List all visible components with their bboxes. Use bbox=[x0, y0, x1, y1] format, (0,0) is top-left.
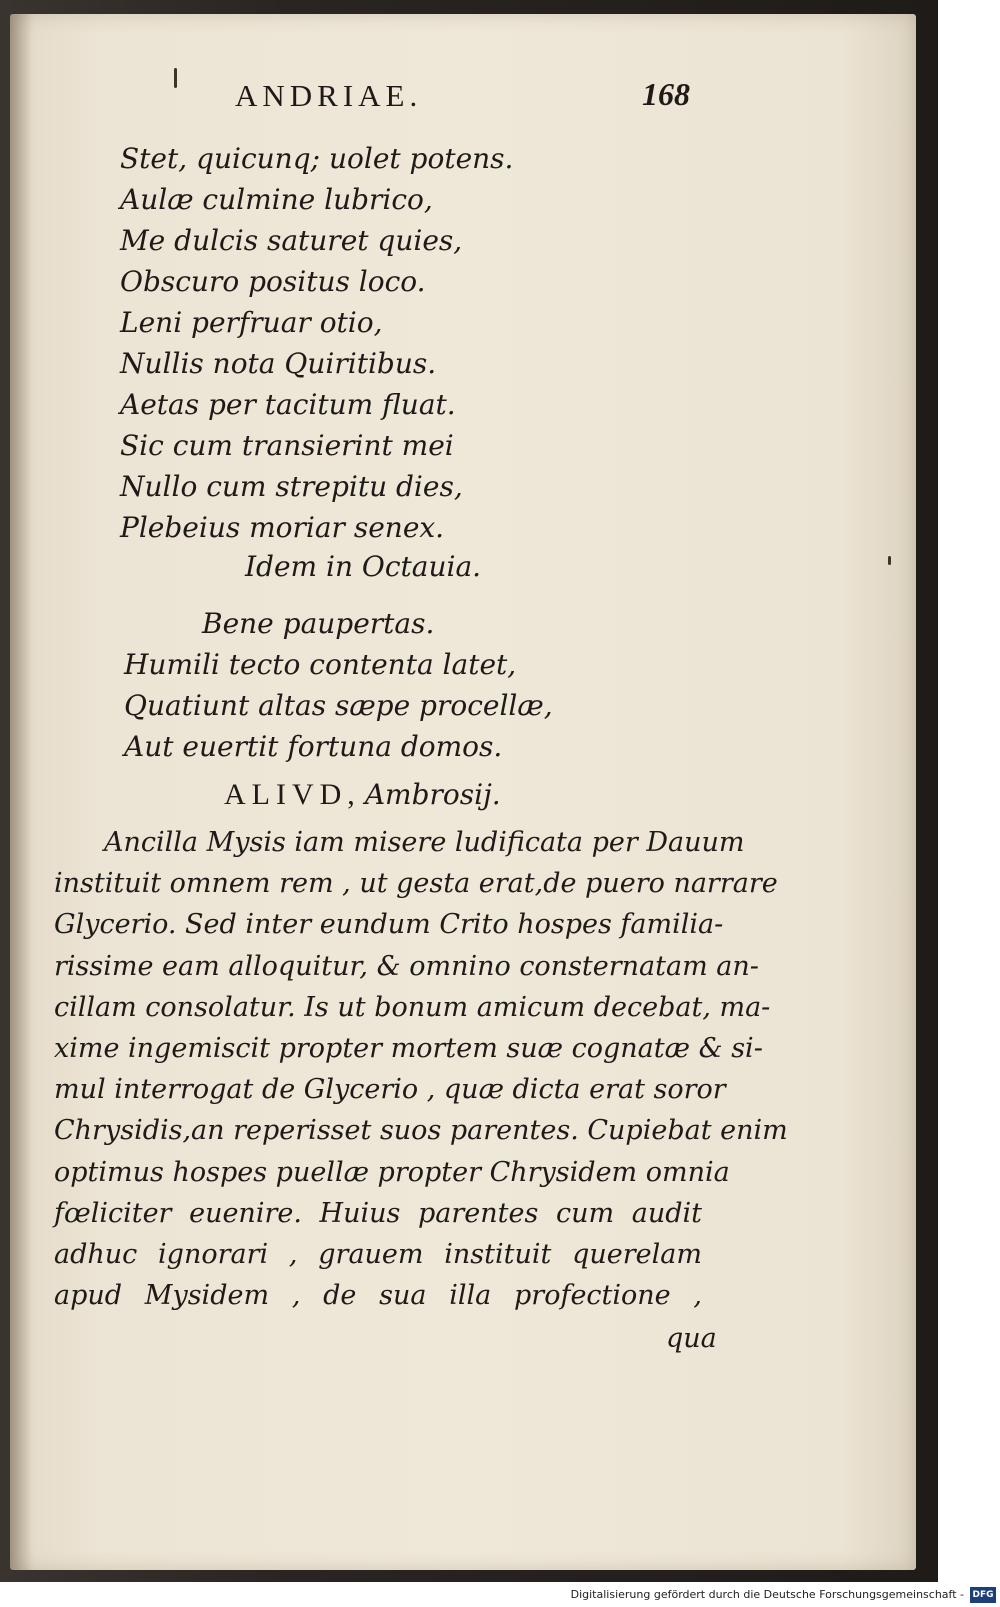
dfg-logo: DFG bbox=[970, 1587, 996, 1603]
page-number: 168 bbox=[642, 76, 690, 112]
prose-line: instituit omnem rem , ut gesta erat,de puero narrare bbox=[54, 868, 778, 900]
prose-line: fœliciter euenire. Huius parentes cum audit bbox=[54, 1197, 702, 1229]
verse-line: Me dulcis saturet quies, bbox=[120, 224, 463, 257]
prose-line: apud Mysidem , de sua illa profectione , bbox=[54, 1280, 702, 1312]
prose-paragraph bbox=[54, 822, 788, 1316]
verse-line: Stet, quicunq; uolet potens. bbox=[120, 142, 514, 175]
digitization-credit: Digitalisierung gefördert durch die Deutsche Forschungsgemeinschaft - bbox=[570, 1587, 964, 1601]
catchword: qua bbox=[666, 1323, 717, 1354]
prose-line: xime ingemiscit propter mortem suæ cognatæ & si- bbox=[54, 1032, 763, 1064]
running-head: ANDRIAE. bbox=[235, 78, 423, 113]
verse-line: Humili tecto contenta latet, bbox=[124, 648, 517, 681]
verse-line: Quatiunt altas sæpe procellæ, bbox=[124, 689, 553, 722]
prose-line: cillam consolatur. Is ut bonum amicum decebat, ma- bbox=[54, 991, 771, 1023]
prose-line: Ancilla Mysis iam misere ludificata per Dauum bbox=[104, 827, 745, 858]
verse-line: Nullis nota Quiritibus. bbox=[120, 347, 437, 380]
section-heading-name: Ambrosij. bbox=[364, 778, 501, 811]
verse-line: Aut euertit fortuna domos. bbox=[124, 730, 503, 763]
verse-line: Nullo cum strepitu dies, bbox=[120, 470, 463, 503]
section-heading-caps: ALIVD, bbox=[224, 778, 361, 811]
prose-line: Chrysidis,an reperisset suos parentes. Cupiebat enim bbox=[54, 1115, 788, 1147]
ink-speck bbox=[888, 556, 891, 565]
gutter-shadow bbox=[10, 14, 32, 1570]
prose-line: rissime eam alloquitur, & omnino consternatam an- bbox=[54, 950, 759, 982]
prose-line: optimus hospes puellæ propter Chrysidem omnia bbox=[54, 1156, 730, 1188]
ink-speck bbox=[174, 68, 177, 88]
verse-line: Obscuro positus loco. bbox=[120, 265, 426, 298]
subheading-idem-in-octauia: Idem in Octauia. bbox=[245, 550, 482, 583]
verse-line: Aetas per tacitum fluat. bbox=[120, 388, 456, 421]
verse-line: Bene paupertas. bbox=[202, 607, 435, 640]
verse-line: Aulæ culmine lubrico, bbox=[120, 183, 433, 216]
section-heading bbox=[224, 778, 501, 812]
verse-block-1 bbox=[120, 138, 513, 548]
prose-line: mul interrogat de Glycerio , quæ dicta erat soror bbox=[54, 1074, 726, 1106]
verse-block-2 bbox=[124, 603, 553, 767]
verse-line: Plebeius moriar senex. bbox=[120, 511, 445, 544]
verse-line: Sic cum transierint mei bbox=[120, 429, 454, 462]
prose-line: Glycerio. Sed inter eundum Crito hospes familia- bbox=[54, 909, 724, 941]
verse-line: Leni perfruar otio, bbox=[120, 306, 383, 339]
prose-line: adhuc ignorari , grauem instituit querelam bbox=[54, 1238, 702, 1270]
